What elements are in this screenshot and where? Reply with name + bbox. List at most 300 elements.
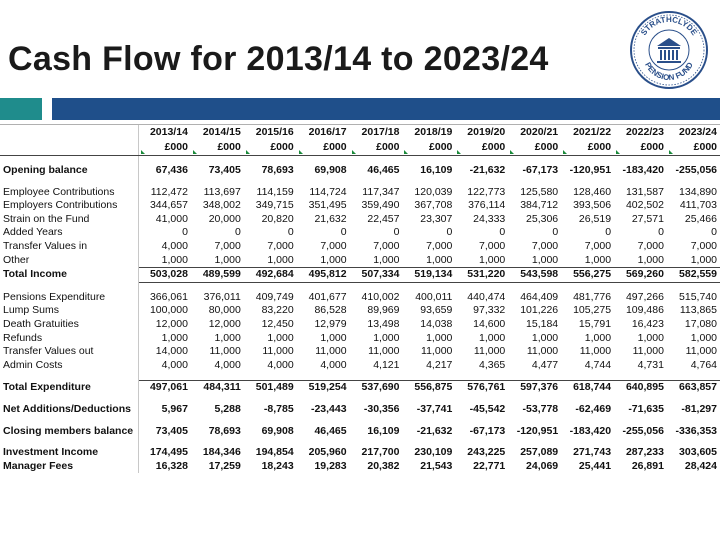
cash-flow-sheet — [0, 124, 720, 541]
table-cell: 117,347 — [362, 185, 400, 198]
column-header-year: 2022/23 — [625, 126, 664, 138]
table-cell: 1,000 — [267, 253, 294, 266]
column-header-year: 2021/22 — [573, 126, 612, 138]
table-cell: 19,283 — [314, 459, 347, 472]
table-cell: 519,134 — [402, 268, 455, 283]
table-cell: 376,011 — [203, 290, 241, 303]
row-label: Admin Costs — [0, 359, 138, 373]
table-cell: 24,069 — [526, 459, 559, 472]
table-cell: 349,715 — [255, 199, 294, 212]
table-cell: 0 — [393, 226, 400, 239]
table-cell: 0 — [711, 226, 717, 239]
table-cell: 12,979 — [314, 317, 347, 330]
table-cell: 1,000 — [161, 253, 188, 266]
table-cell: -23,443 — [310, 402, 347, 415]
table-cell: 67,436 — [155, 164, 188, 176]
seal-top-text: STRATHCLYDE — [639, 14, 699, 37]
table-cell: 11,000 — [526, 345, 559, 358]
table-cell: 1,000 — [637, 253, 664, 266]
table-cell: 26,891 — [631, 459, 664, 472]
table-cell: 28,424 — [684, 459, 717, 472]
table-cell: 303,605 — [679, 446, 717, 459]
table-cell: 1,000 — [478, 331, 506, 344]
column-header-unit — [138, 140, 191, 156]
table-row — [0, 446, 720, 460]
table-cell: 15,791 — [578, 317, 612, 330]
row-label: Total Expenditure — [0, 381, 138, 395]
table-cell: 11,000 — [368, 345, 400, 358]
table-cell: -183,420 — [622, 164, 664, 176]
table-cell: 18,243 — [261, 459, 294, 472]
row-label: Pensions Expenditure — [0, 291, 138, 305]
table-cell: 7,000 — [584, 239, 612, 252]
table-cell: 1,000 — [214, 253, 241, 266]
cell-note-marker-icon — [510, 150, 514, 154]
table-cell: 0 — [658, 226, 664, 239]
table-cell: 122,773 — [467, 185, 506, 198]
table-cell: 83,220 — [261, 304, 294, 317]
column-header-year: 2016/17 — [308, 126, 347, 138]
column-header-year: 2020/21 — [520, 126, 559, 138]
page-title: Cash Flow for 2013/14 to 2023/24 — [8, 40, 549, 78]
table-cell: 1,000 — [373, 331, 400, 344]
table-cell: 120,039 — [414, 185, 453, 198]
table-row — [0, 268, 720, 283]
table-cell: 393,506 — [573, 199, 612, 212]
table-cell: 20,000 — [208, 212, 241, 225]
header-blank — [0, 125, 138, 140]
table-cell: 1,000 — [267, 331, 294, 344]
table-cell: 4,731 — [637, 358, 664, 371]
seal-bottom-text: PENSION FUND — [643, 60, 695, 83]
table-cell: 1,000 — [584, 331, 612, 344]
table-cell: 366,061 — [149, 290, 188, 303]
table-cell: 11,000 — [262, 345, 294, 358]
table-cell: 7,000 — [373, 239, 400, 252]
table-cell: 576,761 — [455, 381, 508, 395]
table-cell: 1,000 — [531, 253, 559, 266]
column-header-unit — [297, 140, 350, 156]
table-cell: 0 — [182, 226, 188, 239]
table-cell: 7,000 — [637, 239, 664, 252]
table-cell: 7,000 — [690, 239, 717, 252]
table-row — [0, 332, 720, 346]
table-cell: 402,502 — [625, 199, 664, 212]
row-label: Death Gratuities — [0, 318, 138, 332]
table-row — [0, 164, 720, 178]
table-cell: 26,519 — [578, 212, 612, 225]
row-label: Added Years — [0, 226, 138, 240]
table-row — [0, 460, 720, 474]
table-cell: 484,311 — [191, 381, 244, 395]
unit-label: £000 — [270, 141, 294, 153]
table-cell: 0 — [287, 226, 294, 239]
column-header-unit — [244, 140, 297, 156]
table-cell: 134,890 — [679, 185, 717, 198]
table-cell: 80,000 — [208, 304, 241, 317]
column-header-unit — [455, 140, 508, 156]
table-cell: -53,778 — [522, 402, 559, 415]
table-cell: -71,635 — [628, 402, 664, 415]
table-cell: 174,495 — [149, 446, 188, 459]
column-header-year: 2023/24 — [679, 126, 717, 138]
column-header-unit — [402, 140, 455, 156]
row-label: Investment Income — [0, 446, 138, 460]
table-cell: 1,000 — [161, 331, 188, 344]
table-cell: 205,960 — [308, 446, 347, 459]
accent-bar — [52, 98, 720, 120]
table-cell: 113,865 — [679, 304, 717, 317]
table-cell: 22,457 — [367, 212, 400, 225]
table-cell: 22,771 — [473, 459, 506, 472]
table-cell: 112,472 — [150, 185, 188, 198]
table-cell: 348,002 — [202, 199, 241, 212]
table-cell: -21,632 — [469, 164, 506, 176]
table-cell: 531,220 — [455, 268, 508, 283]
table-cell: 582,559 — [667, 268, 720, 283]
table-cell: 12,450 — [261, 317, 294, 330]
table-cell: 100,000 — [149, 304, 188, 317]
table-cell: 184,346 — [202, 446, 241, 459]
table-cell: 0 — [552, 226, 559, 239]
cell-note-marker-icon — [299, 150, 303, 154]
column-header-year: 2013/14 — [149, 126, 188, 138]
table-cell: 4,000 — [320, 358, 347, 371]
unit-label: £000 — [481, 141, 506, 153]
column-header-unit — [614, 140, 667, 156]
table-row — [0, 213, 720, 227]
table-cell: 16,109 — [367, 424, 400, 437]
table-cell: 114,724 — [309, 185, 347, 198]
table-cell: 78,693 — [261, 164, 294, 176]
table-cell: 5,288 — [214, 402, 241, 415]
table-cell: 230,109 — [414, 446, 453, 459]
unit-label: £000 — [164, 141, 188, 153]
table-cell: 25,306 — [526, 212, 559, 225]
table-cell: 86,528 — [314, 304, 347, 317]
table-cell: 11,000 — [209, 345, 241, 358]
table-cell: 497,061 — [138, 381, 191, 395]
table-cell: 640,895 — [614, 381, 667, 395]
table-row — [0, 425, 720, 439]
table-cell: -255,056 — [622, 424, 664, 437]
table-cell: 492,684 — [244, 268, 297, 283]
cell-note-marker-icon — [246, 150, 250, 154]
table-cell: 113,697 — [203, 185, 241, 198]
table-cell: 11,000 — [421, 345, 453, 358]
table-row — [0, 199, 720, 213]
table-cell: 7,000 — [320, 239, 347, 252]
cell-note-marker-icon — [669, 150, 673, 154]
table-cell: 257,089 — [520, 446, 559, 459]
table-cell: 25,441 — [578, 459, 612, 472]
cell-note-marker-icon — [457, 150, 461, 154]
table-cell: 21,632 — [314, 212, 347, 225]
table-cell: 400,011 — [415, 290, 453, 303]
cell-note-marker-icon — [616, 150, 620, 154]
table-row — [0, 304, 720, 318]
row-label: Closing members balance — [0, 425, 138, 439]
table-cell: 17,259 — [208, 459, 241, 472]
table-cell: 376,114 — [468, 199, 506, 212]
table-row — [0, 318, 720, 332]
table-cell: 89,969 — [367, 304, 400, 317]
table-cell: -336,353 — [675, 424, 717, 437]
table-cell: 1,000 — [373, 253, 400, 266]
table-cell: 16,423 — [631, 317, 664, 330]
header-blank — [0, 140, 138, 156]
table-cell: 114,159 — [256, 185, 294, 198]
table-cell: 0 — [446, 226, 453, 239]
table-cell: 16,328 — [155, 459, 188, 472]
table-cell: -30,356 — [363, 402, 400, 415]
table-cell: 489,599 — [191, 268, 244, 283]
table-cell: -255,056 — [675, 164, 717, 176]
table-row — [0, 381, 720, 395]
column-header-unit — [561, 140, 614, 156]
column-header-year: 2019/20 — [467, 126, 506, 138]
table-cell: 128,460 — [573, 185, 612, 198]
unit-label: £000 — [587, 141, 612, 153]
table-cell: 503,028 — [138, 268, 191, 283]
table-cell: 7,000 — [214, 239, 241, 252]
table-cell: 519,254 — [297, 381, 350, 395]
column-header-year: 2014/15 — [202, 126, 241, 138]
unit-label: £000 — [429, 141, 453, 153]
table-cell: 14,000 — [155, 345, 188, 358]
column-header-unit — [508, 140, 561, 156]
table-cell: 1,000 — [214, 331, 241, 344]
table-cell: 440,474 — [467, 290, 506, 303]
table-cell: -62,469 — [575, 402, 612, 415]
table-cell: -67,173 — [469, 424, 506, 437]
table-cell: 125,580 — [520, 185, 559, 198]
table-cell: 663,857 — [667, 381, 720, 395]
table-cell: 7,000 — [478, 239, 506, 252]
table-cell: -120,951 — [569, 164, 612, 176]
table-row — [0, 345, 720, 359]
table-cell: 12,000 — [208, 317, 241, 330]
table-cell: 597,376 — [508, 381, 561, 395]
column-header-unit — [350, 140, 403, 156]
table-row — [0, 359, 720, 373]
table-cell: 384,712 — [520, 199, 559, 212]
table-cell: 17,080 — [684, 317, 717, 330]
table-cell: 501,489 — [244, 381, 297, 395]
accent-bar-small — [0, 98, 42, 120]
table-cell: 495,812 — [297, 268, 350, 283]
cell-note-marker-icon — [193, 150, 197, 154]
table-cell: 1,000 — [320, 331, 347, 344]
table-cell: 0 — [234, 226, 241, 239]
table-cell: 4,000 — [267, 358, 294, 371]
table-cell: 101,226 — [520, 304, 559, 317]
table-cell: 7,000 — [531, 239, 559, 252]
table-cell: 4,365 — [478, 358, 506, 371]
unit-label: £000 — [376, 141, 400, 153]
row-label: Employee Contributions — [0, 186, 138, 200]
table-cell: 25,466 — [684, 212, 717, 225]
cell-note-marker-icon — [563, 150, 567, 154]
table-cell: 69,908 — [261, 424, 294, 437]
table-cell: 14,038 — [420, 317, 453, 330]
row-label: Other — [0, 254, 138, 268]
row-label: Total Income — [0, 268, 138, 283]
table-cell: 1,000 — [690, 331, 717, 344]
table-cell: 367,708 — [414, 199, 453, 212]
table-row — [0, 254, 720, 268]
table-cell: 4,217 — [426, 358, 453, 371]
table-cell: 24,333 — [473, 212, 506, 225]
table-cell: -67,173 — [522, 164, 559, 176]
table-cell: 217,700 — [361, 446, 400, 459]
table-cell: 556,875 — [402, 381, 455, 395]
table-cell: 556,275 — [561, 268, 614, 283]
table-cell: 73,405 — [208, 164, 241, 176]
row-label: Employers Contributions — [0, 199, 138, 213]
row-label: Transfer Values in — [0, 240, 138, 254]
row-label: Opening balance — [0, 164, 138, 178]
table-row — [0, 403, 720, 417]
table-cell: -45,542 — [469, 402, 506, 415]
table-cell: 11,000 — [315, 345, 347, 358]
table-cell: 497,266 — [625, 290, 664, 303]
table-cell: 4,000 — [161, 358, 188, 371]
table-cell: 543,598 — [508, 268, 561, 283]
table-cell: 93,659 — [420, 304, 453, 317]
table-cell: 16,109 — [420, 164, 453, 176]
row-label: Net Additions/Deductions — [0, 403, 138, 417]
table-cell: 20,382 — [367, 459, 400, 472]
table-cell: 287,233 — [625, 446, 664, 459]
table-cell: 481,776 — [573, 290, 612, 303]
table-cell: 7,000 — [426, 239, 453, 252]
table-cell: 46,465 — [367, 164, 400, 176]
unit-label: £000 — [534, 141, 559, 153]
table-cell: 15,184 — [526, 317, 559, 330]
table-cell: -81,297 — [681, 402, 717, 415]
table-cell: 411,703 — [679, 199, 717, 212]
table-cell: 11,000 — [632, 345, 664, 358]
cash-flow-table — [0, 125, 720, 473]
table-cell: 1,000 — [690, 253, 717, 266]
table-cell: 109,486 — [625, 304, 664, 317]
row-label: Lump Sums — [0, 304, 138, 318]
table-cell: 1,000 — [531, 331, 559, 344]
table-cell: 14,600 — [473, 317, 506, 330]
table-cell: 69,908 — [314, 164, 347, 176]
table-cell: -37,741 — [416, 402, 453, 415]
table-cell: 0 — [340, 226, 347, 239]
table-cell: 271,743 — [573, 446, 612, 459]
table-row — [0, 186, 720, 200]
unit-label: £000 — [640, 141, 664, 153]
table-cell: 41,000 — [155, 212, 188, 225]
table-cell: 4,744 — [584, 358, 612, 371]
table-cell: 11,000 — [685, 345, 717, 358]
table-cell: 344,657 — [149, 199, 188, 212]
table-cell: 351,495 — [308, 199, 347, 212]
table-cell: 11,000 — [473, 345, 506, 358]
table-cell: 97,332 — [473, 304, 506, 317]
table-cell: 13,498 — [367, 317, 400, 330]
column-header-year: 2018/19 — [414, 126, 453, 138]
table-cell: 131,587 — [625, 185, 664, 198]
table-cell: 401,677 — [308, 290, 347, 303]
cell-note-marker-icon — [352, 150, 356, 154]
column-header-year: 2015/16 — [255, 126, 294, 138]
column-header-year: 2017/18 — [361, 126, 400, 138]
table-cell: -120,951 — [516, 424, 559, 437]
table-cell: 515,740 — [679, 290, 717, 303]
table-cell: 409,749 — [255, 290, 294, 303]
table-cell: 7,000 — [267, 239, 294, 252]
row-label: Manager Fees — [0, 460, 138, 474]
table-cell: 1,000 — [584, 253, 612, 266]
table-cell: 11,000 — [579, 345, 612, 358]
table-row — [0, 291, 720, 305]
row-label: Refunds — [0, 332, 138, 346]
table-cell: 1,000 — [320, 253, 347, 266]
table-cell: 464,409 — [520, 290, 559, 303]
table-cell: 78,693 — [208, 424, 241, 437]
table-cell: 507,334 — [350, 268, 403, 283]
table-cell: 618,744 — [561, 381, 614, 395]
table-cell: 4,000 — [161, 239, 188, 252]
column-header-unit — [191, 140, 244, 156]
table-cell: -183,420 — [569, 424, 612, 437]
table-cell: 569,260 — [614, 268, 667, 283]
table-cell: 4,121 — [373, 358, 400, 371]
table-cell: 21,543 — [420, 459, 453, 472]
table-cell: 359,490 — [361, 199, 400, 212]
row-label: Strain on the Fund — [0, 213, 138, 227]
table-cell: 537,690 — [350, 381, 403, 395]
table-row — [0, 240, 720, 254]
unit-label: £000 — [323, 141, 347, 153]
row-label: Transfer Values out — [0, 345, 138, 359]
table-cell: 4,764 — [690, 358, 717, 371]
pension-fund-seal-icon — [629, 10, 709, 90]
table-cell: 12,000 — [155, 317, 188, 330]
table-cell: 23,307 — [420, 212, 453, 225]
table-cell: 410,002 — [361, 290, 400, 303]
unit-label: £000 — [693, 141, 717, 153]
table-cell: -21,632 — [416, 424, 453, 437]
table-cell: 4,000 — [214, 358, 241, 371]
table-cell: 0 — [499, 226, 506, 239]
table-cell: 0 — [605, 226, 612, 239]
column-header-unit — [667, 140, 720, 156]
table-cell: 46,465 — [314, 424, 347, 437]
table-cell: 4,477 — [531, 358, 559, 371]
table-cell: -8,785 — [263, 402, 294, 415]
table-cell: 1,000 — [478, 253, 506, 266]
table-row — [0, 226, 720, 240]
unit-label: £000 — [217, 141, 241, 153]
table-cell: 73,405 — [155, 424, 188, 437]
table-cell: 27,571 — [631, 212, 664, 225]
table-cell: 194,854 — [255, 446, 294, 459]
table-cell: 20,820 — [261, 212, 294, 225]
cell-note-marker-icon — [141, 150, 145, 154]
table-cell: 1,000 — [426, 331, 453, 344]
table-cell: 105,275 — [573, 304, 612, 317]
cell-note-marker-icon — [404, 150, 408, 154]
table-cell: 1,000 — [637, 331, 664, 344]
table-cell: 243,225 — [467, 446, 506, 459]
table-cell: 5,967 — [161, 402, 188, 415]
